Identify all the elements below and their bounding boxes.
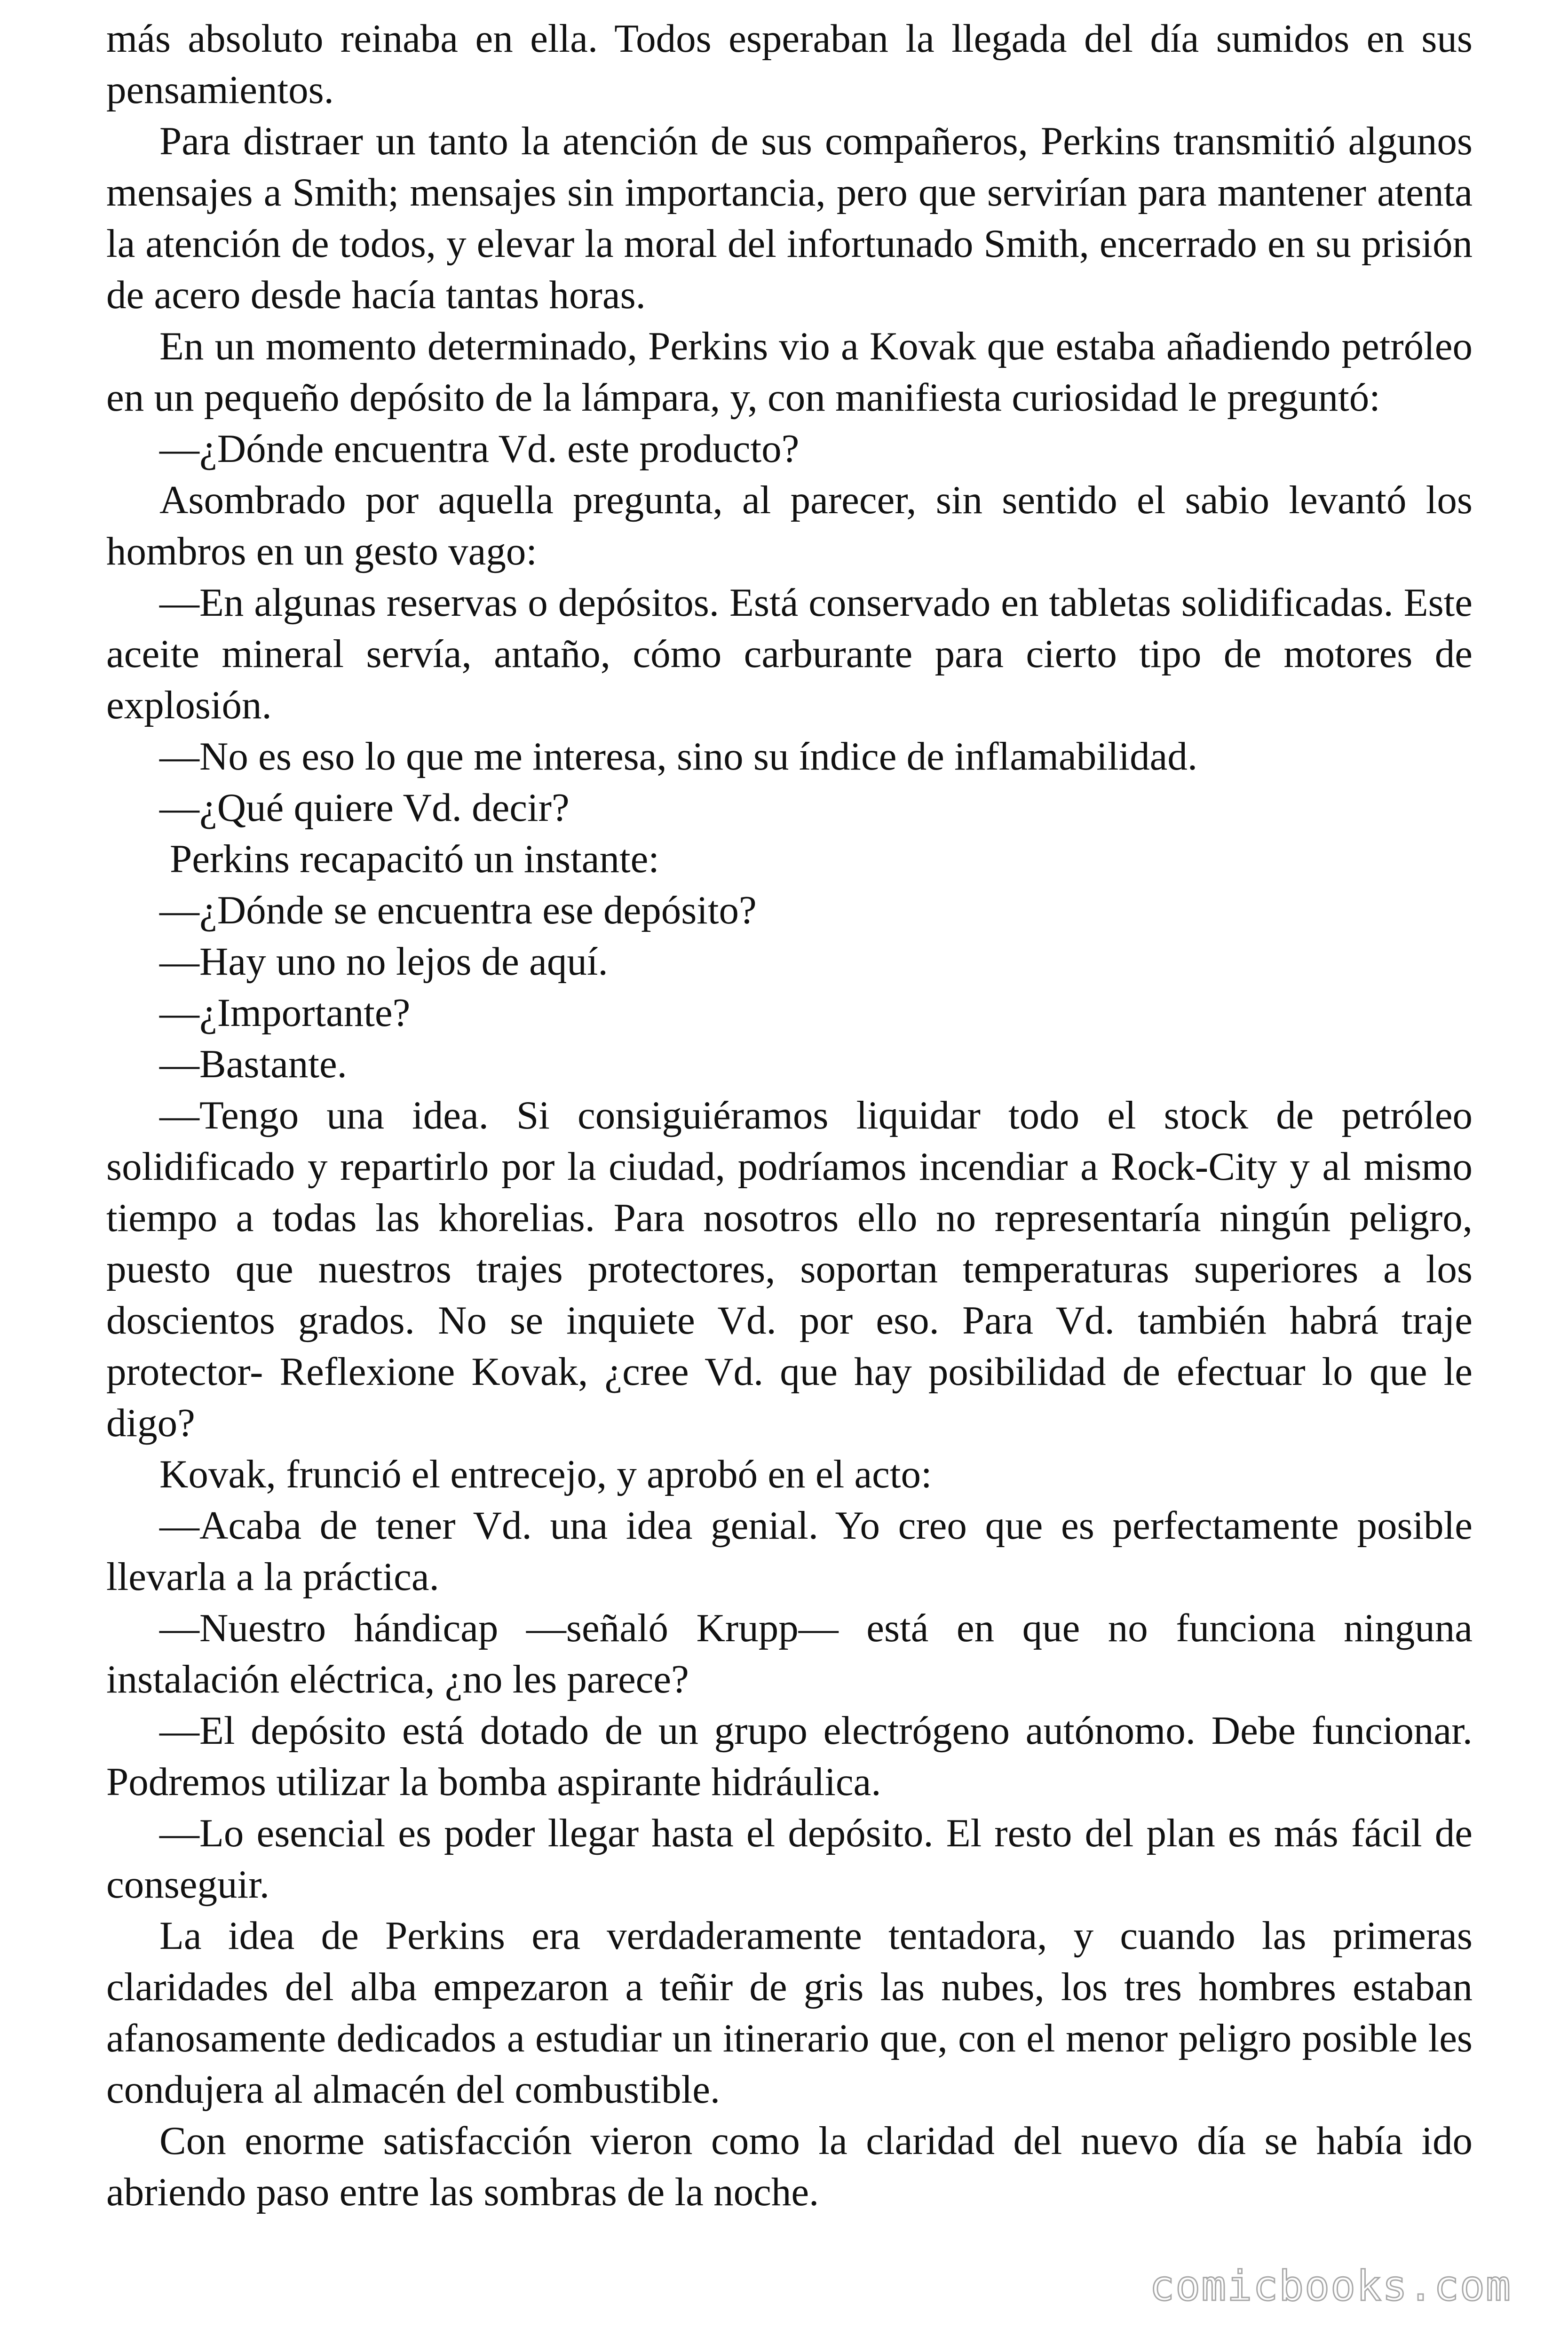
dialogue-line: —En algunas reservas o depósitos. Está conservado en tabletas solidificadas. Este aceite mineral servía, antaño, cómo carburante para cierto tipo de motores de explosión.: [106, 580, 1473, 727]
dialogue-line: —No es eso lo que me interesa, sino su índice de inflamabilidad.: [159, 734, 1198, 779]
dialogue-line: —¿Dónde se encuentra ese depósito?: [159, 888, 757, 932]
paragraph: La idea de Perkins era verdaderamente tentadora, y cuando las primeras claridades del alba empezaron a teñir de gris las nubes, los tres hombres estaban afanosamente dedicados a estudiar un itinerario que, con el menor peligro posible les condujera al almacén del combustible.: [106, 1914, 1473, 2112]
paragraph: Con enorme satisfacción vieron como la claridad del nuevo día se había ido abriendo paso entre las sombras de la noche.: [106, 2119, 1473, 2214]
paragraph: Kovak, frunció el entrecejo, y aprobó en el acto:: [159, 1452, 932, 1496]
dialogue-line: —¿Qué quiere Vd. decir?: [159, 786, 570, 830]
dialogue-line: —Nuestro hándicap —señaló Krupp— está en que no funciona ninguna instalación eléctrica, ¿no les parece?: [106, 1606, 1473, 1701]
dialogue-line: —Lo esencial es poder llegar hasta el depósito. El resto del plan es más fácil de conseguir.: [106, 1811, 1473, 1907]
dialogue-line: —Bastante.: [159, 1042, 347, 1086]
watermark: comicbooks.com: [1149, 2262, 1512, 2310]
paragraph: más absoluto reinaba en ella. Todos esperaban la llegada del día sumidos en sus pensamientos.: [106, 16, 1473, 112]
dialogue-line: —El depósito está dotado de un grupo electrógeno autónomo. Debe funcionar. Podremos utilizar la bomba aspirante hidráulica.: [106, 1708, 1473, 1804]
dialogue-line: —¿Importante?: [159, 991, 411, 1035]
dialogue-line: —Tengo una idea. Si consiguiéramos liquidar todo el stock de petróleo solidificado y repartirlo por la ciudad, podríamos incendiar a Rock-City y al mismo tiempo a todas las khorelias. Para nosotros ello no representaría ningún peligro, puesto que nuestros trajes protectores, soportan temperaturas superiores a los doscientos grados. No se inquiete Vd. por eso. Para Vd. también habrá traje protector- Reflexione Kovak, ¿cree Vd. que hay posibilidad de efectuar lo que le digo?: [106, 1093, 1473, 1445]
page-text: [106, 13, 1473, 2218]
paragraph: Perkins recapacitó un instante:: [170, 837, 659, 881]
paragraph: En un momento determinado, Perkins vio a Kovak que estaba añadiendo petróleo en un pequeño depósito de la lámpara, y, con manifiesta curiosidad le preguntó:: [106, 324, 1473, 420]
paragraph: Asombrado por aquella pregunta, al parecer, sin sentido el sabio levantó los hombros en un gesto vago:: [106, 478, 1473, 573]
dialogue-line: —Acaba de tener Vd. una idea genial. Yo creo que es perfectamente posible llevarla a la práctica.: [106, 1503, 1473, 1599]
dialogue-line: —Hay uno no lejos de aquí.: [159, 939, 608, 984]
paragraph: Para distraer un tanto la atención de sus compañeros, Perkins transmitió algunos mensajes a Smith; mensajes sin importancia, pero que servirían para mantener atenta la atención de todos, y elevar la moral del infortunado Smith, encerrado en su prisión de acero desde hacía tantas horas.: [106, 119, 1473, 317]
dialogue-line: —¿Dónde encuentra Vd. este producto?: [159, 427, 800, 471]
